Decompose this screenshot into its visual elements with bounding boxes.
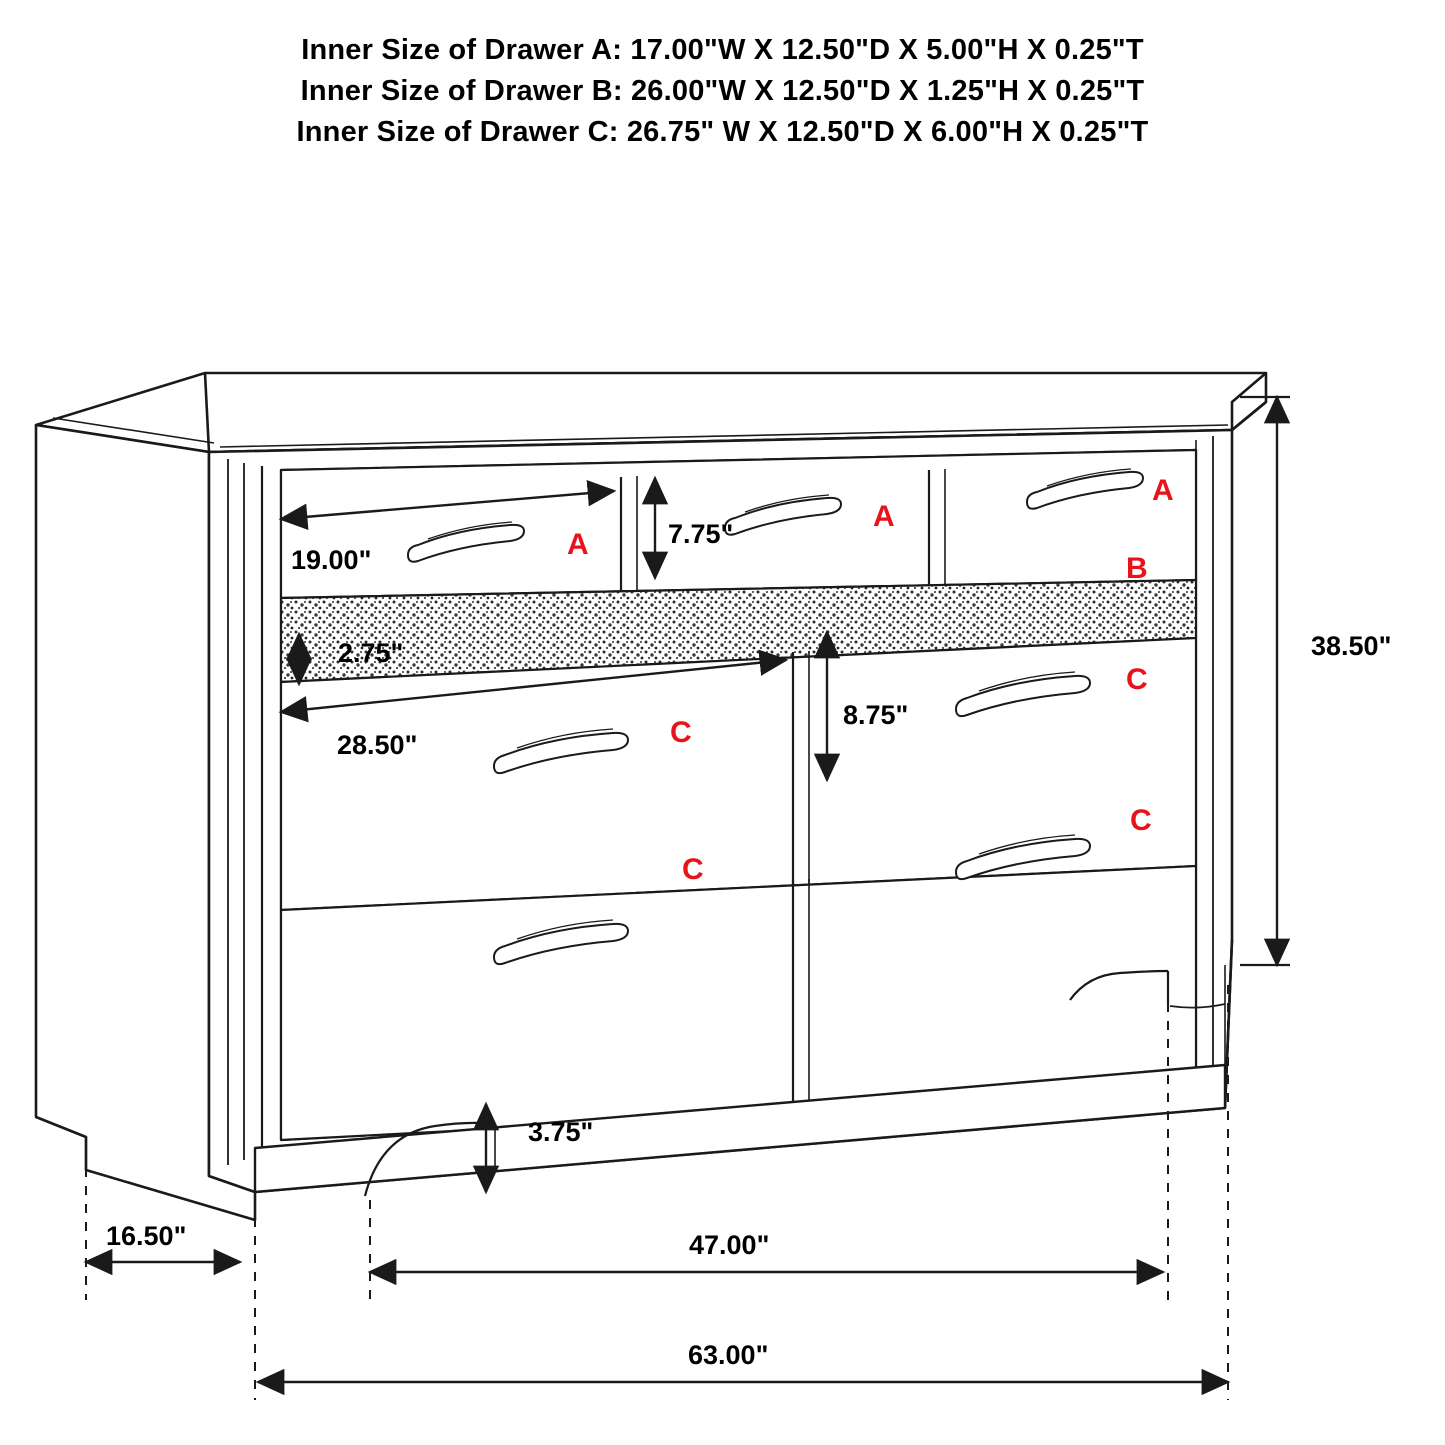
drawer-label-a-middle: A [873, 500, 895, 533]
dimension-label-63-00: 63.00" [688, 1340, 769, 1370]
dimension-label-2-75: 2.75" [338, 638, 404, 668]
dimension-label-16-50: 16.50" [106, 1221, 187, 1251]
drawer-label-a-right: A [1152, 474, 1174, 507]
dimension-label-19-00: 19.00" [291, 545, 372, 575]
dimension-label-38-50: 38.50" [1311, 631, 1392, 661]
spec-line-drawer-b: Inner Size of Drawer B: 26.00"W X 12.50"D X 1.25"H X 0.25"T [300, 75, 1145, 107]
drawer-label-b-right: B [1126, 552, 1148, 585]
drawer-label-a-left: A [567, 528, 589, 561]
dimension-label-47-00: 47.00" [689, 1230, 770, 1260]
drawer-label-c-upper-right: C [1126, 663, 1148, 696]
drawer-label-c-lower-right: C [1130, 804, 1152, 837]
dimension-label-3-75: 3.75" [528, 1117, 594, 1147]
dimension-label-8-75: 8.75" [843, 700, 909, 730]
spec-line-drawer-a: Inner Size of Drawer A: 17.00"W X 12.50"D X 5.00"H X 0.25"T [301, 34, 1144, 66]
dimension-label-28-50: 28.50" [337, 730, 418, 760]
drawer-label-c-upper-left: C [670, 716, 692, 749]
drawer-label-c-lower-left: C [682, 853, 704, 886]
dimension-label-7-75: 7.75" [668, 519, 734, 549]
spec-line-drawer-c: Inner Size of Drawer C: 26.75" W X 12.50"D X 6.00"H X 0.25"T [296, 116, 1149, 148]
